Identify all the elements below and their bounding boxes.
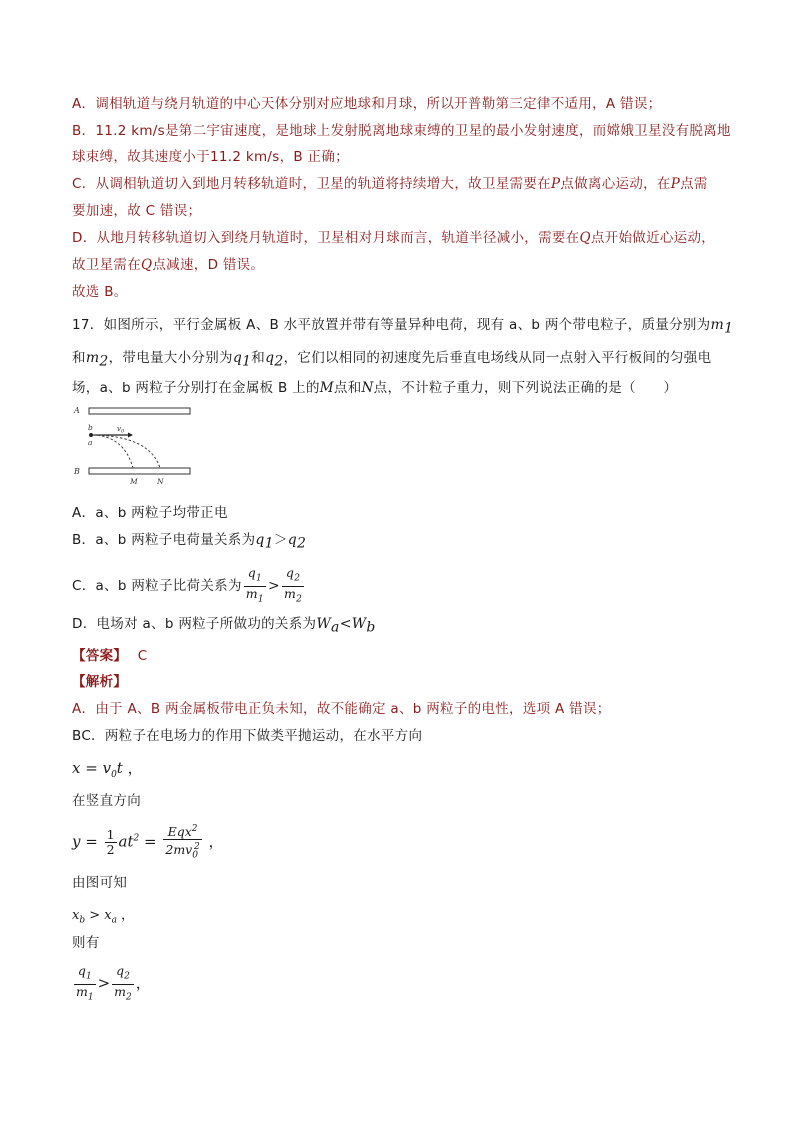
charge-mass-ratio-2: $\frac{q_2}{m_2}$ — [283, 565, 303, 604]
entry-point — [89, 433, 93, 437]
point-p: P — [550, 176, 561, 192]
arrow-head-icon — [128, 433, 133, 438]
text: 场，a、b 两粒子分别打在金属板 B 上的 — [72, 380, 320, 396]
q17-option-c — [72, 566, 306, 606]
text: B． — [72, 123, 96, 139]
point-q: Q — [141, 257, 153, 273]
relation: ＞ — [273, 532, 288, 548]
point-p: P — [670, 176, 681, 192]
q17-option-d — [72, 614, 376, 638]
prev-answer-choice: 故选 B。 — [72, 284, 128, 300]
q17-stem-line2 — [72, 348, 711, 372]
equation-x-compare: $x_b > x_a$ ， — [72, 908, 135, 926]
then-text: 则有 — [72, 935, 100, 951]
text: ，带电量大小分别为 — [108, 350, 233, 366]
charge-symbol: q — [287, 532, 297, 548]
text: C．从调相轨道切入到地月转移轨道时，卫星的轨道将持续增大，故卫星需要在 — [72, 176, 551, 192]
vertical-direction-text: 在竖直方向 — [72, 793, 141, 809]
charge-symbol: q — [232, 350, 243, 366]
plate-a — [89, 408, 190, 414]
trajectory-b — [93, 435, 160, 468]
q17-stem-line3 — [72, 378, 677, 398]
text: 点和 — [333, 380, 362, 396]
charge-symbol: q — [265, 350, 275, 366]
text: 是第二宇宙速度，是地球上发射脱离地球束缚的卫星的最小发射速度，而嫦娥卫星没有脱离地 — [164, 123, 731, 139]
subscript: a — [331, 619, 340, 636]
point-m-label: M — [130, 477, 138, 486]
work-symbol: W — [316, 616, 332, 632]
answer-line — [72, 646, 148, 666]
text: 故卫星需在 — [72, 257, 141, 273]
work-symbol: W — [351, 616, 367, 632]
plate-a-label: A — [74, 406, 80, 415]
equation-ratio-compare: $\frac{q_1}{m_1}$ > $\frac{q_2}{m_2}$ ， — [76, 963, 151, 1002]
text: 点，不计粒子重力，则下列说法正确的是（ ） — [373, 380, 678, 396]
q17-option-a: A．a、b 两粒子均带正电 — [72, 505, 228, 521]
text: 点需 — [680, 176, 708, 192]
subscript: 2 — [99, 353, 109, 370]
answer-value: C — [137, 648, 148, 664]
prev-analysis-option-b-line2 — [72, 147, 349, 167]
q17-option-b — [72, 530, 306, 554]
trajectory-a — [93, 435, 133, 468]
text: 点做离心运动，在 — [560, 176, 671, 192]
analysis-label: 【解析】 — [72, 674, 128, 690]
text: 17．如图所示，平行金属板 A、B 水平放置并带有等量异种电荷，现有 a、b 两个带电粒子，质量分别为 — [72, 317, 711, 333]
text: 球束缚，故其速度小于 — [72, 149, 210, 165]
text: B．a、b 两粒子电荷量关系为 — [72, 532, 256, 548]
text: 点减速，D 错误。 — [152, 257, 265, 273]
text: D．从地月转移轨道切入到绕月轨道时，卫星相对月球而言，轨道半径减小，需要在 — [72, 230, 580, 246]
subscript: 1 — [242, 353, 252, 370]
answer-label: 【答案】 — [72, 648, 128, 664]
subscript: b — [366, 619, 376, 636]
mass-symbol: m — [85, 350, 100, 366]
mass-symbol: m — [710, 317, 725, 333]
parallel-plates-figure — [72, 406, 202, 486]
text: 和 — [72, 350, 86, 366]
equation-vertical: y = $\frac{1}{2}$ $at^2$ = $\frac{Eqx^2}{2mv_0^2}$ ， — [72, 824, 224, 861]
text: 点开始做近心运动， — [590, 230, 716, 246]
prev-analysis-option-c-line1 — [72, 174, 708, 194]
speed-value: 11.2 km/s — [210, 149, 280, 165]
prev-analysis-option-b-line1 — [72, 121, 731, 141]
speed-value: 11.2 km/s — [95, 123, 165, 139]
prev-analysis-option-a: A．调相轨道与绕月轨道的中心天体分别对应地球和月球，所以开普勒第三定律不适用，A 错误； — [72, 96, 662, 112]
from-figure-text: 由图可知 — [72, 875, 128, 891]
point-n: N — [361, 380, 374, 396]
subscript: 2 — [296, 535, 307, 552]
text: ，B 正确； — [279, 149, 349, 165]
text: ，它们以相同的初速度先后垂直电场线从同一点射入平行板间的匀强电 — [283, 350, 712, 366]
relation: > — [267, 578, 280, 594]
q17-stem-line1 — [72, 315, 733, 339]
subscript: 1 — [264, 535, 274, 552]
subscript: 2 — [274, 353, 284, 370]
charge-mass-ratio-1: $\frac{q_1}{m_1}$ — [245, 565, 264, 604]
text: D．电场对 a、b 两粒子所做功的关系为 — [72, 616, 317, 632]
analysis-option-a: A．由于 A、B 两金属板带电正负未知，故不能确定 a、b 两粒子的电性，选项 A 错误； — [72, 701, 611, 717]
relation: < — [339, 616, 352, 632]
particle-b-label: b — [88, 423, 93, 432]
plate-b-label: B — [74, 467, 80, 476]
analysis-bc-intro: BC．两粒子在电场力的作用下做类平抛运动，在水平方向 — [72, 728, 423, 744]
text: C．a、b 两粒子比荷关系为 — [72, 578, 242, 594]
prev-analysis-option-d-line1 — [72, 228, 715, 248]
charge-symbol: q — [255, 532, 265, 548]
subscript: 1 — [724, 320, 734, 337]
prev-analysis-option-d-line2 — [72, 255, 264, 275]
point-q: Q — [579, 230, 591, 246]
point-m: M — [319, 380, 334, 396]
point-n-label: N — [157, 477, 164, 486]
equation-horizontal: $x = v_0t$ ， — [72, 759, 143, 780]
velocity-label: $v_0$ — [117, 425, 125, 435]
prev-analysis-option-c-line2: 要加速，故 C 错误； — [72, 203, 202, 219]
plate-b — [89, 468, 190, 474]
particle-a-label: a — [88, 438, 93, 447]
text: 和 — [251, 350, 266, 366]
